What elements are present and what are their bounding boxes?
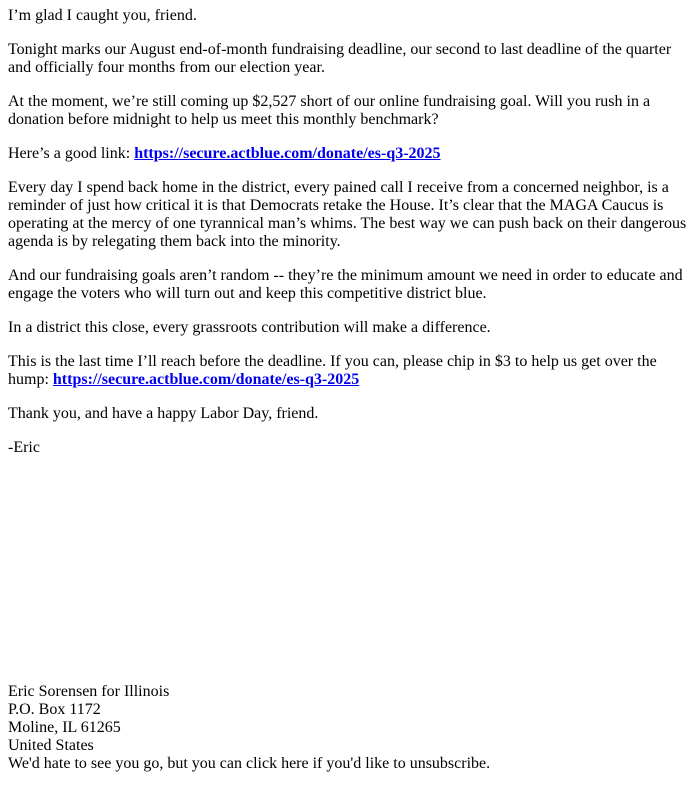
deadline-paragraph: Tonight marks our August end-of-month fundraising deadline, our second to last deadline of the quarter and officially four months from our election year. (8, 41, 672, 76)
good-link-paragraph (8, 145, 692, 163)
thanks-paragraph: Thank you, and have a happy Labor Day, friend. (8, 405, 319, 422)
last-time-paragraph (8, 353, 692, 389)
signature: -Eric (8, 439, 40, 456)
greeting-text: I’m glad I caught you, friend. (8, 7, 197, 24)
district-paragraph: Every day I spend back home in the district, every pained call I receive from a concerned neighbor, is a reminder of just how critical it is that Democrats retake the House. It’s clear that the MAGA Caucus is operating at the mercy of one tyrannical man’s whims. The best way we can push back on their dangerous agenda is by relegating them back into the minority. (8, 179, 687, 250)
shortfall-paragraph: At the moment, we’re still coming up $2,527 short of our online fundraising goal. Will you rush in a donation before midnight to help us meet this monthly benchmark? (8, 93, 651, 128)
donate-link[interactable]: https://secure.actblue.com/donate/es-q3-2025 (134, 145, 441, 162)
close-district-paragraph: In a district this close, every grassroots contribution will make a difference. (8, 319, 491, 336)
footer (8, 683, 692, 773)
goals-paragraph: And our fundraising goals aren’t random -- they’re the minimum amount we need in order to educate and engage the voters who will turn out and keep this competitive district blue. (8, 267, 683, 302)
last-time-text: This is the last time I’ll reach before the deadline. If you can, please chip in $3 to help us get over the hump: (8, 353, 657, 388)
donate-link-bottom[interactable]: https://secure.actblue.com/donate/es-q3-2025 (52, 371, 360, 388)
footer-city-state-zip: Moline, IL 61265 (8, 719, 121, 736)
good-link-prefix: Here’s a good link: (8, 145, 135, 162)
footer-org-name: Eric Sorensen for Illinois (8, 683, 170, 700)
footer-country: United States (8, 737, 94, 754)
footer-po-box: P.O. Box 1172 (8, 701, 101, 718)
footer-unsubscribe-text[interactable]: We'd hate to see you go, but you can click here if you'd like to unsubscribe. (8, 755, 491, 772)
